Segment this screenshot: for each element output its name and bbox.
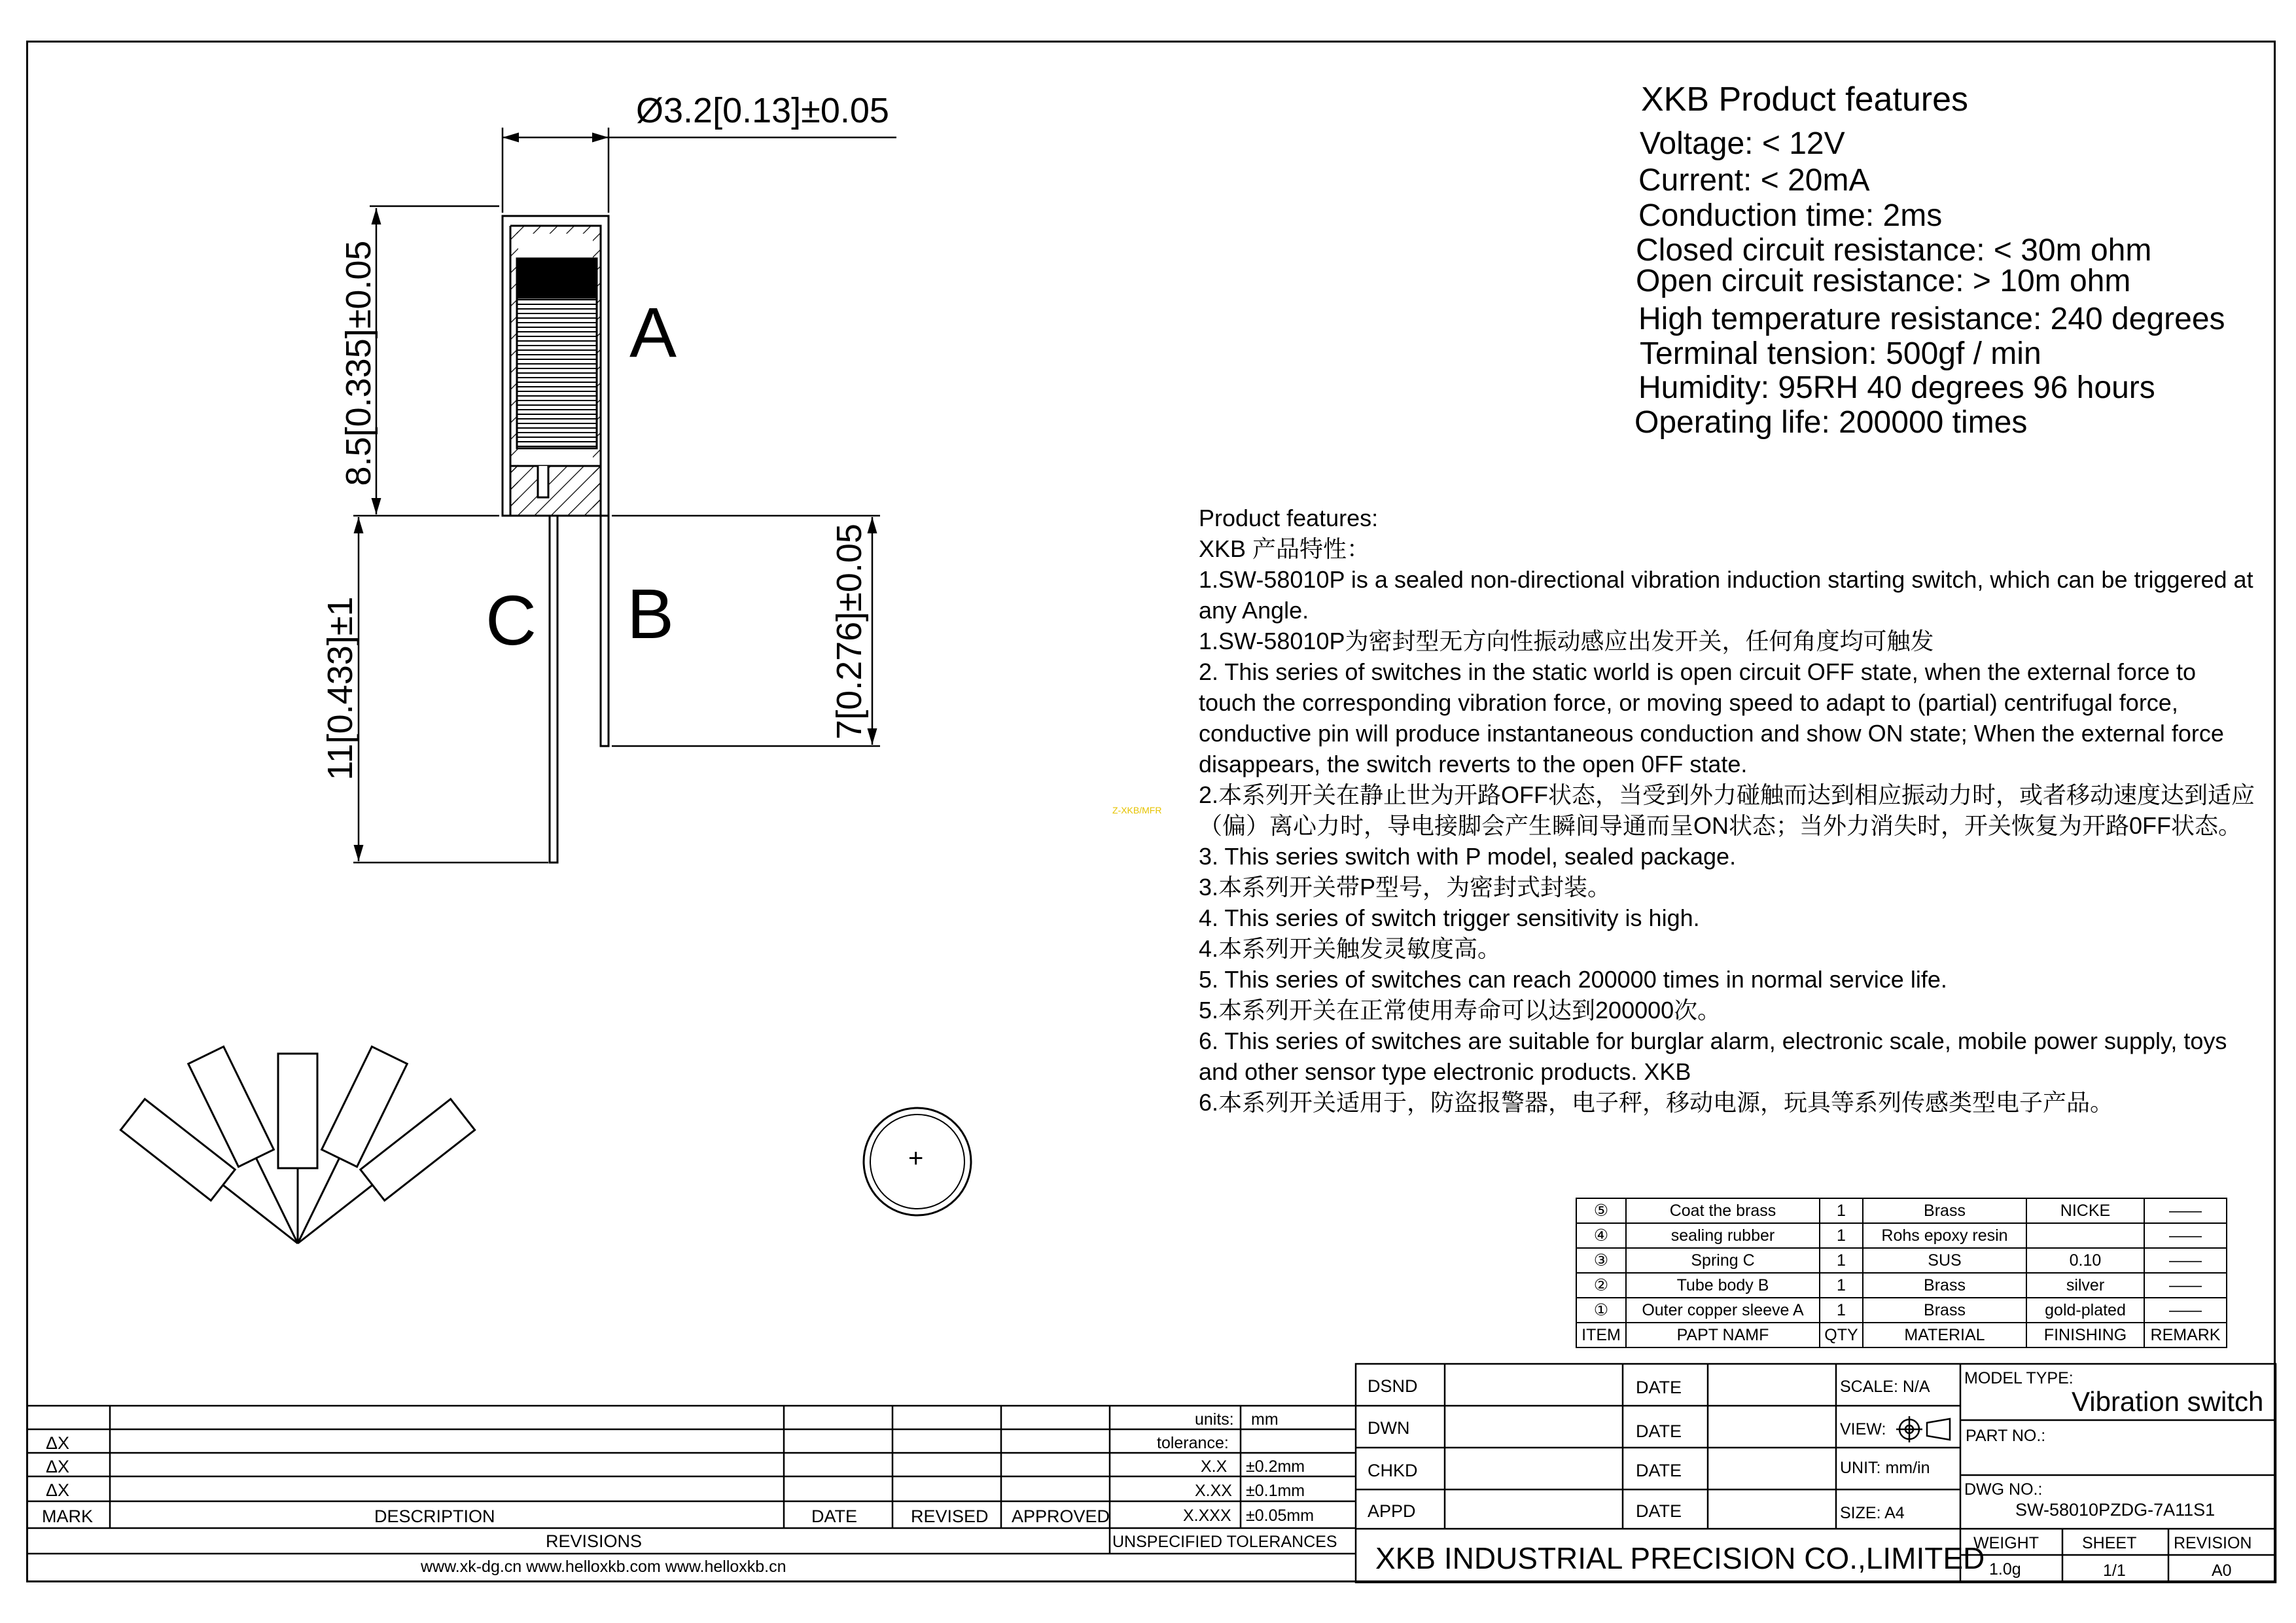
bom-remark: —— — [2144, 1273, 2227, 1298]
company-name: XKB INDUSTRIAL PRECISION CO.,LIMITED — [1375, 1541, 1985, 1575]
feature-voltage: Voltage: < 12V — [1640, 126, 1845, 161]
features-title: XKB Product features — [1641, 80, 1969, 118]
bom-name: Coat the brass — [1626, 1198, 1820, 1223]
role-chkd: CHKD — [1368, 1461, 1418, 1480]
bom-item: ⑤ — [1576, 1198, 1626, 1223]
description-line: 5. This series of switches can reach 200000 times in normal service life. — [1199, 966, 1947, 993]
feature-open-resistance: Open circuit resistance: > 10m ohm — [1636, 264, 2131, 298]
view-label: VIEW: — [1840, 1420, 1886, 1438]
revision-header-date: DATE — [811, 1507, 858, 1526]
revision-header-mark: MARK — [42, 1507, 94, 1526]
unit-value: UNIT: mm/in — [1840, 1459, 1930, 1477]
tolerance-row-label: X.XX — [1195, 1482, 1232, 1500]
units-value: mm — [1251, 1410, 1279, 1429]
tolerance-row-label: X.X — [1201, 1457, 1227, 1476]
company-websites[interactable]: www.xk-dg.cn www.helloxkb.com www.helloxkb.cn — [421, 1558, 786, 1576]
role-appd: APPD — [1368, 1501, 1416, 1521]
sheet-label: SHEET — [2082, 1534, 2137, 1552]
revision-label: REVISION — [2174, 1534, 2252, 1552]
description-line: 3.本系列开关带P型号，为密封式封装。 — [1199, 874, 1612, 901]
length-b-dimension: 7[0.276]±0.05 — [830, 524, 869, 740]
description-line: 4.本系列开关触发灵敏度高。 — [1199, 935, 1502, 962]
bom-header-row — [1576, 1323, 2227, 1347]
bom-remark: —— — [2144, 1223, 2227, 1248]
bom-material: SUS — [1863, 1248, 2026, 1273]
bom-finishing — [2026, 1223, 2144, 1248]
switch-body — [503, 216, 609, 516]
bom-material: Brass — [1863, 1273, 2026, 1298]
part-no-label: PART NO.: — [1966, 1427, 2046, 1445]
bom-qty: 1 — [1820, 1223, 1863, 1248]
sheet-value: 1/1 — [2103, 1561, 2126, 1580]
date-label: DATE — [1636, 1421, 1682, 1441]
revision-header-description: DESCRIPTION — [374, 1507, 495, 1526]
dwg-no-label: DWG NO.: — [1964, 1480, 2043, 1499]
weight-value: 1.0g — [1989, 1560, 2021, 1578]
bom-row — [1576, 1198, 2227, 1223]
revision-table-grid — [26, 1406, 1356, 1554]
feature-terminal-tension: Terminal tension: 500gf / min — [1640, 336, 2041, 371]
tolerance-row-value: ±0.05mm — [1246, 1507, 1315, 1525]
revisions-title: REVISIONS — [546, 1531, 643, 1551]
bom-material: Rohs epoxy resin — [1863, 1223, 2026, 1248]
model-type-value: Vibration switch — [2072, 1386, 2264, 1417]
unspecified-tolerances-title: UNSPECIFIED TOLERANCES — [1112, 1533, 1337, 1551]
bom-material: Brass — [1863, 1298, 2026, 1323]
weight-label: WEIGHT — [1973, 1534, 2039, 1552]
description-line: 3. This series switch with P model, sealed package. — [1199, 843, 1737, 870]
bom-item: ① — [1576, 1298, 1626, 1323]
description-line: 6. This series of switches are suitable for burglar alarm, electronic scale, mobile power supply, toys and other sensor type electronic products. XKB — [1199, 1027, 2227, 1085]
description-line: 1.SW-58010P为密封型无方向性振动感应出发开关，任何角度均可触发 — [1199, 628, 1934, 654]
bom-name: sealing rubber — [1626, 1223, 1820, 1248]
projection-view-symbol — [1896, 1416, 1950, 1442]
revision-header-revised: REVISED — [911, 1507, 989, 1526]
bom-qty: 1 — [1820, 1273, 1863, 1298]
bom-qty: 1 — [1820, 1248, 1863, 1273]
diameter-dimension: Ø3.2[0.13]±0.05 — [636, 91, 889, 130]
bom-item: ④ — [1576, 1223, 1626, 1248]
scale-value: SCALE: N/A — [1840, 1378, 1930, 1396]
bom-finishing: gold-plated — [2026, 1298, 2144, 1323]
description-line: 5.本系列开关在正常使用寿命可以达到200000次。 — [1199, 997, 1722, 1024]
bom-item: ② — [1576, 1273, 1626, 1298]
plus-symbol: + — [908, 1144, 924, 1173]
tolerance-row-value: ±0.1mm — [1246, 1482, 1305, 1500]
revision-mark-1: ΔX — [46, 1433, 70, 1453]
dwg-no-value: SW-58010PZDG-7A11S1 — [2015, 1500, 2216, 1520]
description-line: XKB 产品特性： — [1199, 535, 1371, 562]
role-dwn: DWN — [1368, 1418, 1410, 1438]
bom-remark: —— — [2144, 1198, 2227, 1223]
bom-row — [1576, 1273, 2227, 1298]
product-description — [1199, 503, 2259, 1118]
part-label-c: C — [486, 580, 537, 660]
bom-name: Outer copper sleeve A — [1626, 1298, 1820, 1323]
bom-finishing: NICKE — [2026, 1198, 2144, 1223]
feature-closed-resistance: Closed circuit resistance: < 30m ohm — [1636, 233, 2152, 268]
bom-row — [1576, 1298, 2227, 1323]
revision-value: A0 — [2212, 1561, 2232, 1580]
pin-c — [550, 516, 557, 863]
bom-item: ③ — [1576, 1248, 1626, 1273]
tolerance-label: tolerance: — [1157, 1434, 1229, 1452]
description-line: 4. This series of switch trigger sensitivity is high. — [1199, 904, 1700, 931]
part-label-a: A — [629, 293, 677, 372]
revision-mark-2: ΔX — [46, 1457, 70, 1476]
bill-of-materials — [1576, 1198, 2227, 1348]
description-line: 2.本系列开关在静止世为开路OFF状态，当受到外力碰触而达到相应振动力时，或者移动速度达到适应（偏）离心力时，导电接脚会产生瞬间导通而呈ON状态；当外力消失时，开关恢复为开路0FF状态。 — [1199, 781, 2255, 839]
feature-current: Current: < 20mA — [1638, 163, 1870, 198]
bom-remark: —— — [2144, 1248, 2227, 1273]
length-c-dimension: 11[0.433]±1 — [321, 596, 360, 781]
bom-material: Brass — [1863, 1198, 2026, 1223]
revision-mark-3: ΔX — [46, 1480, 70, 1500]
date-label: DATE — [1636, 1501, 1682, 1521]
role-dsnd: DSND — [1368, 1376, 1418, 1396]
bom-header-name: PAPT NAMF — [1626, 1323, 1820, 1347]
dimension-lines — [353, 128, 896, 863]
bom-qty: 1 — [1820, 1298, 1863, 1323]
bom-remark: —— — [2144, 1298, 2227, 1323]
height-a-dimension: 8.5[0.335]±0.05 — [339, 240, 378, 486]
pin-b — [601, 516, 609, 746]
bom-header-qty: QTY — [1820, 1323, 1863, 1347]
feature-operating-life: Operating life: 200000 times — [1634, 405, 2028, 440]
model-type-label: MODEL TYPE: — [1964, 1369, 2074, 1387]
bom-name: Spring C — [1626, 1248, 1820, 1273]
bom-header-remark: REMARK — [2144, 1323, 2227, 1347]
bom-name: Tube body B — [1626, 1273, 1820, 1298]
bom-finishing: silver — [2026, 1273, 2144, 1298]
bom-row — [1576, 1223, 2227, 1248]
description-line: 6.本系列开关适用于，防盗报警器，电子秤，移动电源，玩具等系列传感类型电子产品。 — [1199, 1089, 2114, 1116]
tolerance-row-label: X.XXX — [1183, 1507, 1231, 1525]
bom-header-finishing: FINISHING — [2026, 1323, 2144, 1347]
feature-humidity: Humidity: 95RH 40 degrees 96 hours — [1638, 370, 2155, 405]
watermark: Z-XKB/MFR — [1112, 805, 1162, 815]
sensor-fan-illustration — [120, 1046, 474, 1258]
bom-header-item: ITEM — [1576, 1323, 1626, 1347]
bom-qty: 1 — [1820, 1198, 1863, 1223]
bom-row — [1576, 1248, 2227, 1273]
tolerance-row-value: ±0.2mm — [1246, 1457, 1305, 1476]
date-label: DATE — [1636, 1461, 1682, 1480]
feature-conduction-time: Conduction time: 2ms — [1638, 198, 1943, 233]
part-label-b: B — [627, 574, 675, 653]
revision-header-approved: APPROVED — [1012, 1507, 1110, 1526]
date-label: DATE — [1636, 1378, 1682, 1397]
bom-finishing: 0.10 — [2026, 1248, 2144, 1273]
description-line: 2. This series of switches in the static world is open circuit OFF state, when the external force to touch the corresponding vibration force, or moving speed to adapt to (partial) centrifugal force, conductive pin will produce instantaneous conduction and show ON state; When the external force disappears, the switch reverts to the open 0FF state. — [1199, 658, 2224, 777]
size-value: SIZE: A4 — [1840, 1504, 1905, 1522]
description-line: Product features: — [1199, 505, 1379, 531]
description-line: 1.SW-58010P is a sealed non-directional vibration induction starting switch, which can be triggered at any Angle. — [1199, 566, 2253, 624]
bom-header-material: MATERIAL — [1863, 1323, 2026, 1347]
units-label: units: — [1195, 1410, 1234, 1429]
feature-temperature: High temperature resistance: 240 degrees — [1638, 302, 2225, 336]
